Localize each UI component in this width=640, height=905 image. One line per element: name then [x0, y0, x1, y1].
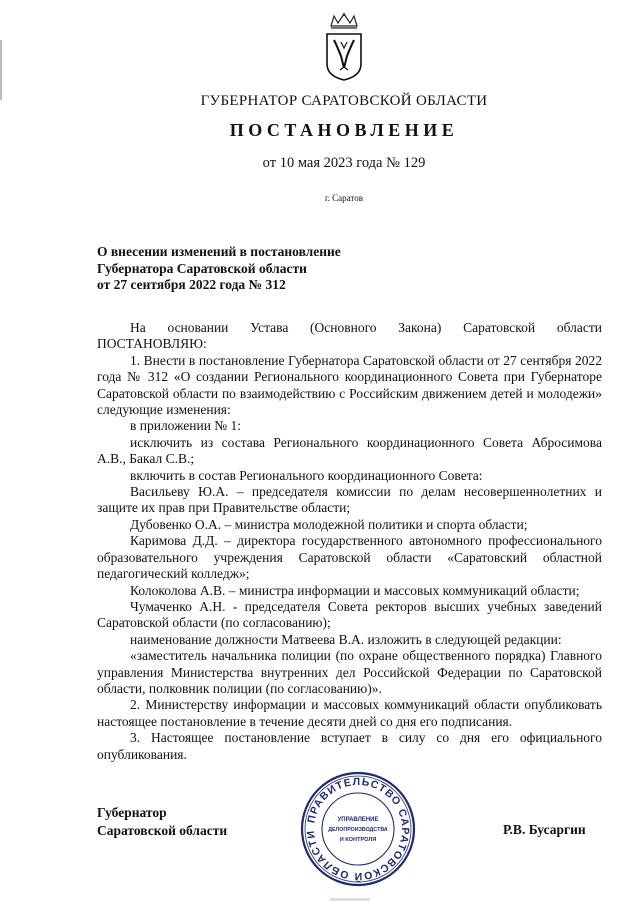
paragraph: в приложении № 1:	[130, 418, 242, 434]
seal-center-text: ДЕЛОПРОИЗВОДСТВА	[328, 827, 388, 833]
document-city: г. Саратов	[325, 193, 363, 203]
paragraph: Колоколова А.В. – министра информации и массовых коммуникаций области;	[130, 582, 580, 598]
paragraph-item-3: 3. Настоящее постановление вступает в силу со дня его официального опубликования.	[97, 730, 602, 762]
paragraph: Васильеву Ю.А. – председателя комиссии по делам несовершеннолетних и защите их прав при Правительстве области;	[97, 484, 602, 516]
subject-line: О внесении изменений в постановление	[97, 244, 341, 259]
subject-line: от 27 сентября 2022 года № 312	[97, 277, 286, 292]
seal-ring-text: ПРАВИТЕЛЬСТВО САРАТОВСКОЙ ОБЛАСТИ	[304, 775, 412, 883]
paragraph-resolve: ПОСТАНОВЛЯЮ:	[97, 336, 207, 352]
signatory-title	[97, 804, 227, 840]
saratov-coat-of-arms-icon	[321, 12, 367, 82]
paragraph: включить в состав Регионального координационного Совета:	[130, 467, 483, 483]
document-type-title: ПОСТАНОВЛЕНИЕ	[229, 120, 459, 140]
document-body	[97, 320, 602, 763]
paragraph: «заместитель начальника полиции (по охране общественного порядка) Главного управления Министерства внутренних дел Российской Федерации по Саратовской области, полковник полиции (по согласованию)».	[97, 648, 602, 696]
paragraph: Дубовенко О.А. – министра молодежной политики и спорта области;	[130, 516, 528, 532]
paragraph: исключить из состава Регионального координационного Совета Абросимова А.В., Бакал С.В.;	[97, 434, 602, 467]
seal-center-text: И КОНТРОЛЯ	[339, 837, 377, 843]
document-subject	[97, 244, 341, 294]
paragraph-item-1: 1. Внести в постановление Губернатора Саратовской области от 27 сентября 2022 года № 312 «О создании Регионального координационного Совета при Губернаторе Саратовской области по взаимодействию с Российским движением детей и молодежи» следующие изменения:	[97, 352, 602, 418]
subject-line: Губернатора Саратовской области	[97, 260, 307, 276]
signatory-title-line: Саратовской области	[97, 823, 228, 838]
paragraph: Чумаченко А.Н. - председателя Совета ректоров высших учебных заведений Саратовской области (по согласованию);	[97, 598, 602, 631]
paragraph: Каримова Д.Д. – директора государственного автономного профессионального образовательного учреждения Саратовской области «Саратовский областной педагогический колледж»;	[97, 533, 602, 582]
paragraph-item-2: 2. Министерству информации и массовых коммуникаций области опубликовать настоящее постановление в течение десяти дней со дня его подписания.	[97, 697, 602, 729]
official-seal-stamp	[298, 769, 418, 889]
signatory-name: Р.В. Бусаргин	[503, 822, 586, 837]
scan-artifact	[330, 898, 370, 901]
paragraph: наименование должности Матвеева В.А. изложить в следующей редакции:	[130, 631, 562, 647]
signatory-title-line: Губернатор	[97, 805, 167, 820]
paragraph-basis: На основании Устава (Основного Закона) Саратовской области	[130, 320, 602, 335]
document-date-number: от 10 мая 2023 года № 129	[262, 155, 426, 171]
issuing-authority: ГУБЕРНАТОР САРАТОВСКОЙ ОБЛАСТИ	[200, 93, 488, 109]
scan-edge-mark	[0, 40, 2, 100]
seal-center-text: УПРАВЛЕНИЕ	[337, 817, 379, 823]
